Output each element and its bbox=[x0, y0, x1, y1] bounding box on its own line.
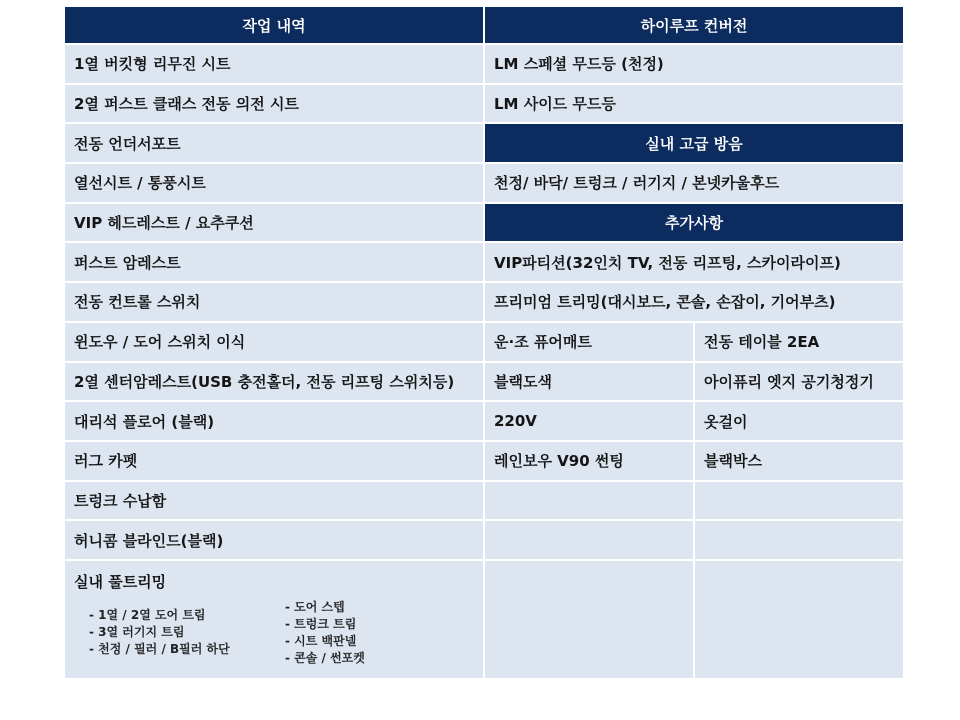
extra-cell: 블랙박스 bbox=[695, 442, 903, 480]
work-item: 러그 카펫 bbox=[65, 442, 483, 480]
extras-split-row bbox=[485, 402, 903, 440]
extra-cell: 레인보우 V90 썬팅 bbox=[485, 442, 693, 480]
extra-cell: 운·조 퓨어매트 bbox=[485, 323, 693, 361]
work-item: 2열 센터암레스트(USB 충전홀더, 전동 리프팅 스위치등) bbox=[65, 363, 483, 401]
work-item: VIP 헤드레스트 / 요추쿠션 bbox=[65, 204, 483, 242]
option-item: LM 사이드 무드등 bbox=[485, 85, 903, 123]
highroof-header: 하이루프 컨버전 bbox=[485, 7, 903, 43]
work-item: 1열 버킷형 리무진 시트 bbox=[65, 45, 483, 83]
work-list-header: 작업 내역 bbox=[65, 7, 483, 43]
extra-cell bbox=[485, 521, 693, 559]
option-item: VIP파티션(32인치 TV, 전동 리프팅, 스카이라이프) bbox=[485, 243, 903, 281]
work-item: 전동 언더서포트 bbox=[65, 124, 483, 162]
extras-split-row bbox=[485, 442, 903, 480]
trimming-subitem: - 시트 백판넬 bbox=[285, 633, 357, 648]
option-item: 천정/ 바닥/ 트렁크 / 러기지 / 본넷카울후드 bbox=[485, 164, 903, 202]
extras-split-row bbox=[485, 363, 903, 401]
trimming-subitem: - 천정 / 필러 / B필러 하단 bbox=[89, 641, 230, 656]
options-column bbox=[485, 7, 903, 678]
work-item: 전동 컨트롤 스위치 bbox=[65, 283, 483, 321]
trimming-subitem: - 3열 러기지 트림 bbox=[89, 624, 185, 639]
extra-cell bbox=[695, 521, 903, 559]
trimming-sublist-right bbox=[285, 599, 365, 667]
extras-split-row bbox=[485, 521, 903, 559]
extras-empty-block bbox=[485, 561, 903, 678]
work-item: 퍼스트 암레스트 bbox=[65, 243, 483, 281]
extra-cell bbox=[695, 482, 903, 520]
extra-cell: 옷걸이 bbox=[695, 402, 903, 440]
option-item: 프리미엄 트리밍(대시보드, 콘솔, 손잡이, 기어부츠) bbox=[485, 283, 903, 321]
extras-split-row bbox=[485, 482, 903, 520]
empty-cell bbox=[695, 561, 903, 678]
extra-cell: 전동 테이블 2EA bbox=[695, 323, 903, 361]
extras-header: 추가사항 bbox=[485, 204, 903, 242]
extra-cell: 아이퓨리 엣지 공기청정기 bbox=[695, 363, 903, 401]
work-list-column bbox=[65, 7, 483, 678]
trimming-subitem: - 도어 스텝 bbox=[285, 599, 345, 614]
trimming-subitem: - 트렁크 트림 bbox=[285, 616, 357, 631]
work-item: 대리석 플로어 (블랙) bbox=[65, 402, 483, 440]
extras-split-row bbox=[485, 323, 903, 361]
interior-trimming-item bbox=[65, 561, 483, 678]
interior-trimming-title: 실내 풀트리밍 bbox=[74, 572, 167, 591]
work-item: 2열 퍼스트 클래스 전동 의전 시트 bbox=[65, 85, 483, 123]
work-item: 허니콤 블라인드(블랙) bbox=[65, 521, 483, 559]
soundproof-header: 실내 고급 방음 bbox=[485, 124, 903, 162]
work-table bbox=[65, 7, 903, 680]
work-item: 트렁크 수납함 bbox=[65, 482, 483, 520]
trimming-sublist-left bbox=[89, 607, 230, 658]
work-item: 윈도우 / 도어 스위치 이식 bbox=[65, 323, 483, 361]
trimming-subitem: - 콘솔 / 썬포켓 bbox=[285, 650, 365, 665]
empty-cell bbox=[485, 561, 693, 678]
extra-cell: 220V bbox=[485, 402, 693, 440]
work-item: 열선시트 / 통풍시트 bbox=[65, 164, 483, 202]
trimming-subitem: - 1열 / 2열 도어 트림 bbox=[89, 607, 206, 622]
extra-cell bbox=[485, 482, 693, 520]
option-item: LM 스페셜 무드등 (천정) bbox=[485, 45, 903, 83]
extra-cell: 블랙도색 bbox=[485, 363, 693, 401]
